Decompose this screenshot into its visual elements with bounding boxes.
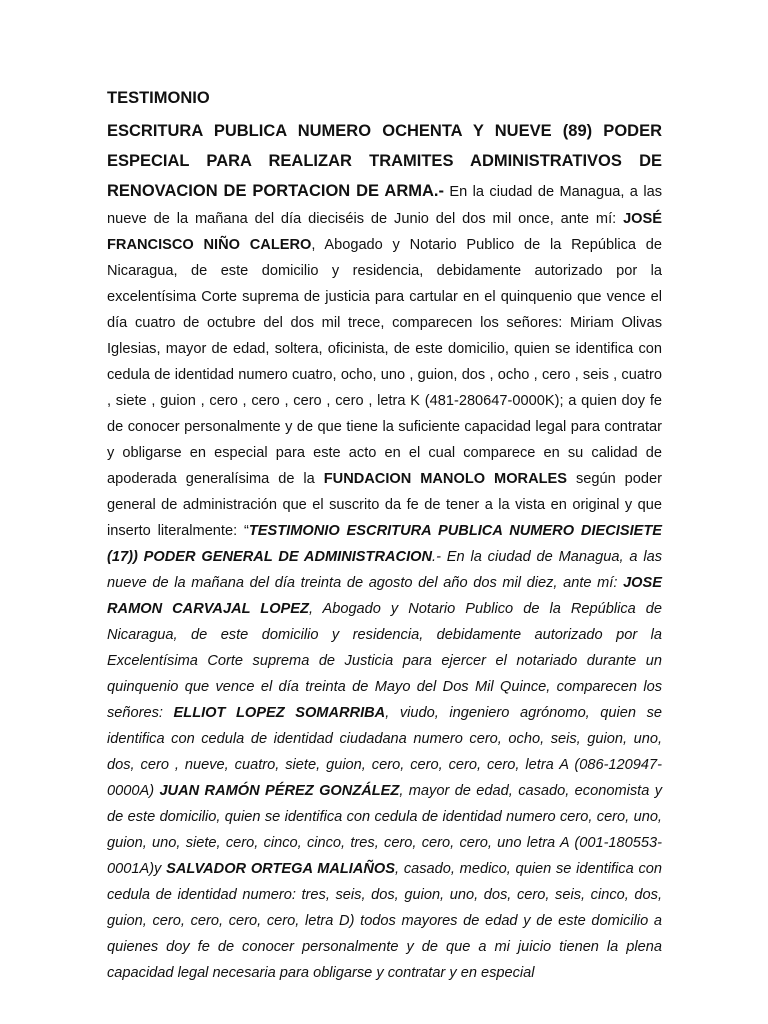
body-text: según poder general de administración que el suscrito da fe de tener a la vista en original y que inserto literalmente: “ (107, 471, 662, 539)
document-body (107, 116, 662, 986)
notary-name: JOSÉ FRANCISCO NIÑO CALERO (107, 211, 662, 253)
inserted-text: , casado, medico, quien se identifica con cedula de identidad numero: tres, seis, dos, guion, uno, dos, cero, seis, cinco, dos, guion, cero, cero, cero, cero, letra D) todos mayores de edad y de este domicilio a quienes doy fe de conocer personalmente y de que a mi juicio tienen la plena capacidad legal necesaria para obligarse y contratar y en especial (107, 861, 662, 981)
inserted-text: , Abogado y Notario Publico de la República de Nicaragua, de este domicilio y residencia, debidamente autorizado por la Excelentísima Corte suprema de Justicia para ejercer el notariado durante un quinquenio que vence el día treinta de Mayo del Dos Mil Quince, comparecen los señores: (107, 601, 662, 721)
person-name: SALVADOR ORTEGA MALIAÑOS (166, 861, 396, 877)
inserted-text: .- En la ciudad de Managua, a las nueve de la mañana del día treinta de agosto del año dos mil diez, ante mí: (107, 549, 662, 591)
inserted-text: , mayor de edad, casado, economista y de este domicilio, quien se identifica con cedula de identidad numero cero, cero, uno, guion, uno, siete, cero, cinco, cinco, tres, cero, cero, cero, uno letra A (001-180553-0001A)y (107, 783, 662, 877)
body-text: , Abogado y Notario Publico de la República de Nicaragua, de este domicilio y residencia, debidamente autorizado por la excelentísima Corte suprema de justicia para cartular en el quinquenio que vence el día cuatro de octubre del dos mil trece, comparecen los señores: Miriam Olivas Iglesias, mayor de edad, soltera, oficinista, de este domicilio, quien se identifica con cedula de identidad numero cuatro, ocho, uno , guion, dos , ocho , cero , seis , cuatro , siete , guion , cero , cero , cero , cero , letra K (481-280647-0000K); a quien doy fe de conocer personalmente y de que tiene la suficiente capacidad legal para contratar y obligarse en especial para este acto en el cual comparece en su calidad de apoderada generalísima de la (107, 237, 662, 487)
second-notary-name: JOSE RAMON CARVAJAL LOPEZ (107, 575, 662, 617)
body-text: En la ciudad de Managua, a las nueve de la mañana del día dieciséis de Junio del dos mil once, ante mí: (107, 184, 662, 227)
inserted-deed-title: TESTIMONIO ESCRITURA PUBLICA NUMERO DIECISIETE (17)) PODER GENERAL DE ADMINISTRACION (107, 523, 663, 565)
deed-title: ESCRITURA PUBLICA NUMERO OCHENTA Y NUEVE (89) PODER ESPECIAL PARA REALIZAR TRAMITES ADMINISTRATIVOS DE RENOVACION DE PORTACION DE ARMA.- (107, 122, 662, 200)
document-page (107, 86, 662, 986)
person-name: ELLIOT LOPEZ SOMARRIBA (173, 705, 386, 721)
inserted-text: , viudo, ingeniero agrónomo, quien se identifica con cedula de identidad ciudadana numero cero, ocho, seis, guion, uno, dos, cero , nueve, cuatro, siete, guion, cero, cero, cero, cero, letra A (086-120947-0000A) (107, 705, 662, 799)
person-name: JUAN RAMÓN PÉREZ GONZÁLEZ (159, 783, 400, 799)
document-heading: TESTIMONIO (107, 89, 210, 107)
foundation-name: FUNDACION MANOLO MORALES (323, 471, 568, 487)
